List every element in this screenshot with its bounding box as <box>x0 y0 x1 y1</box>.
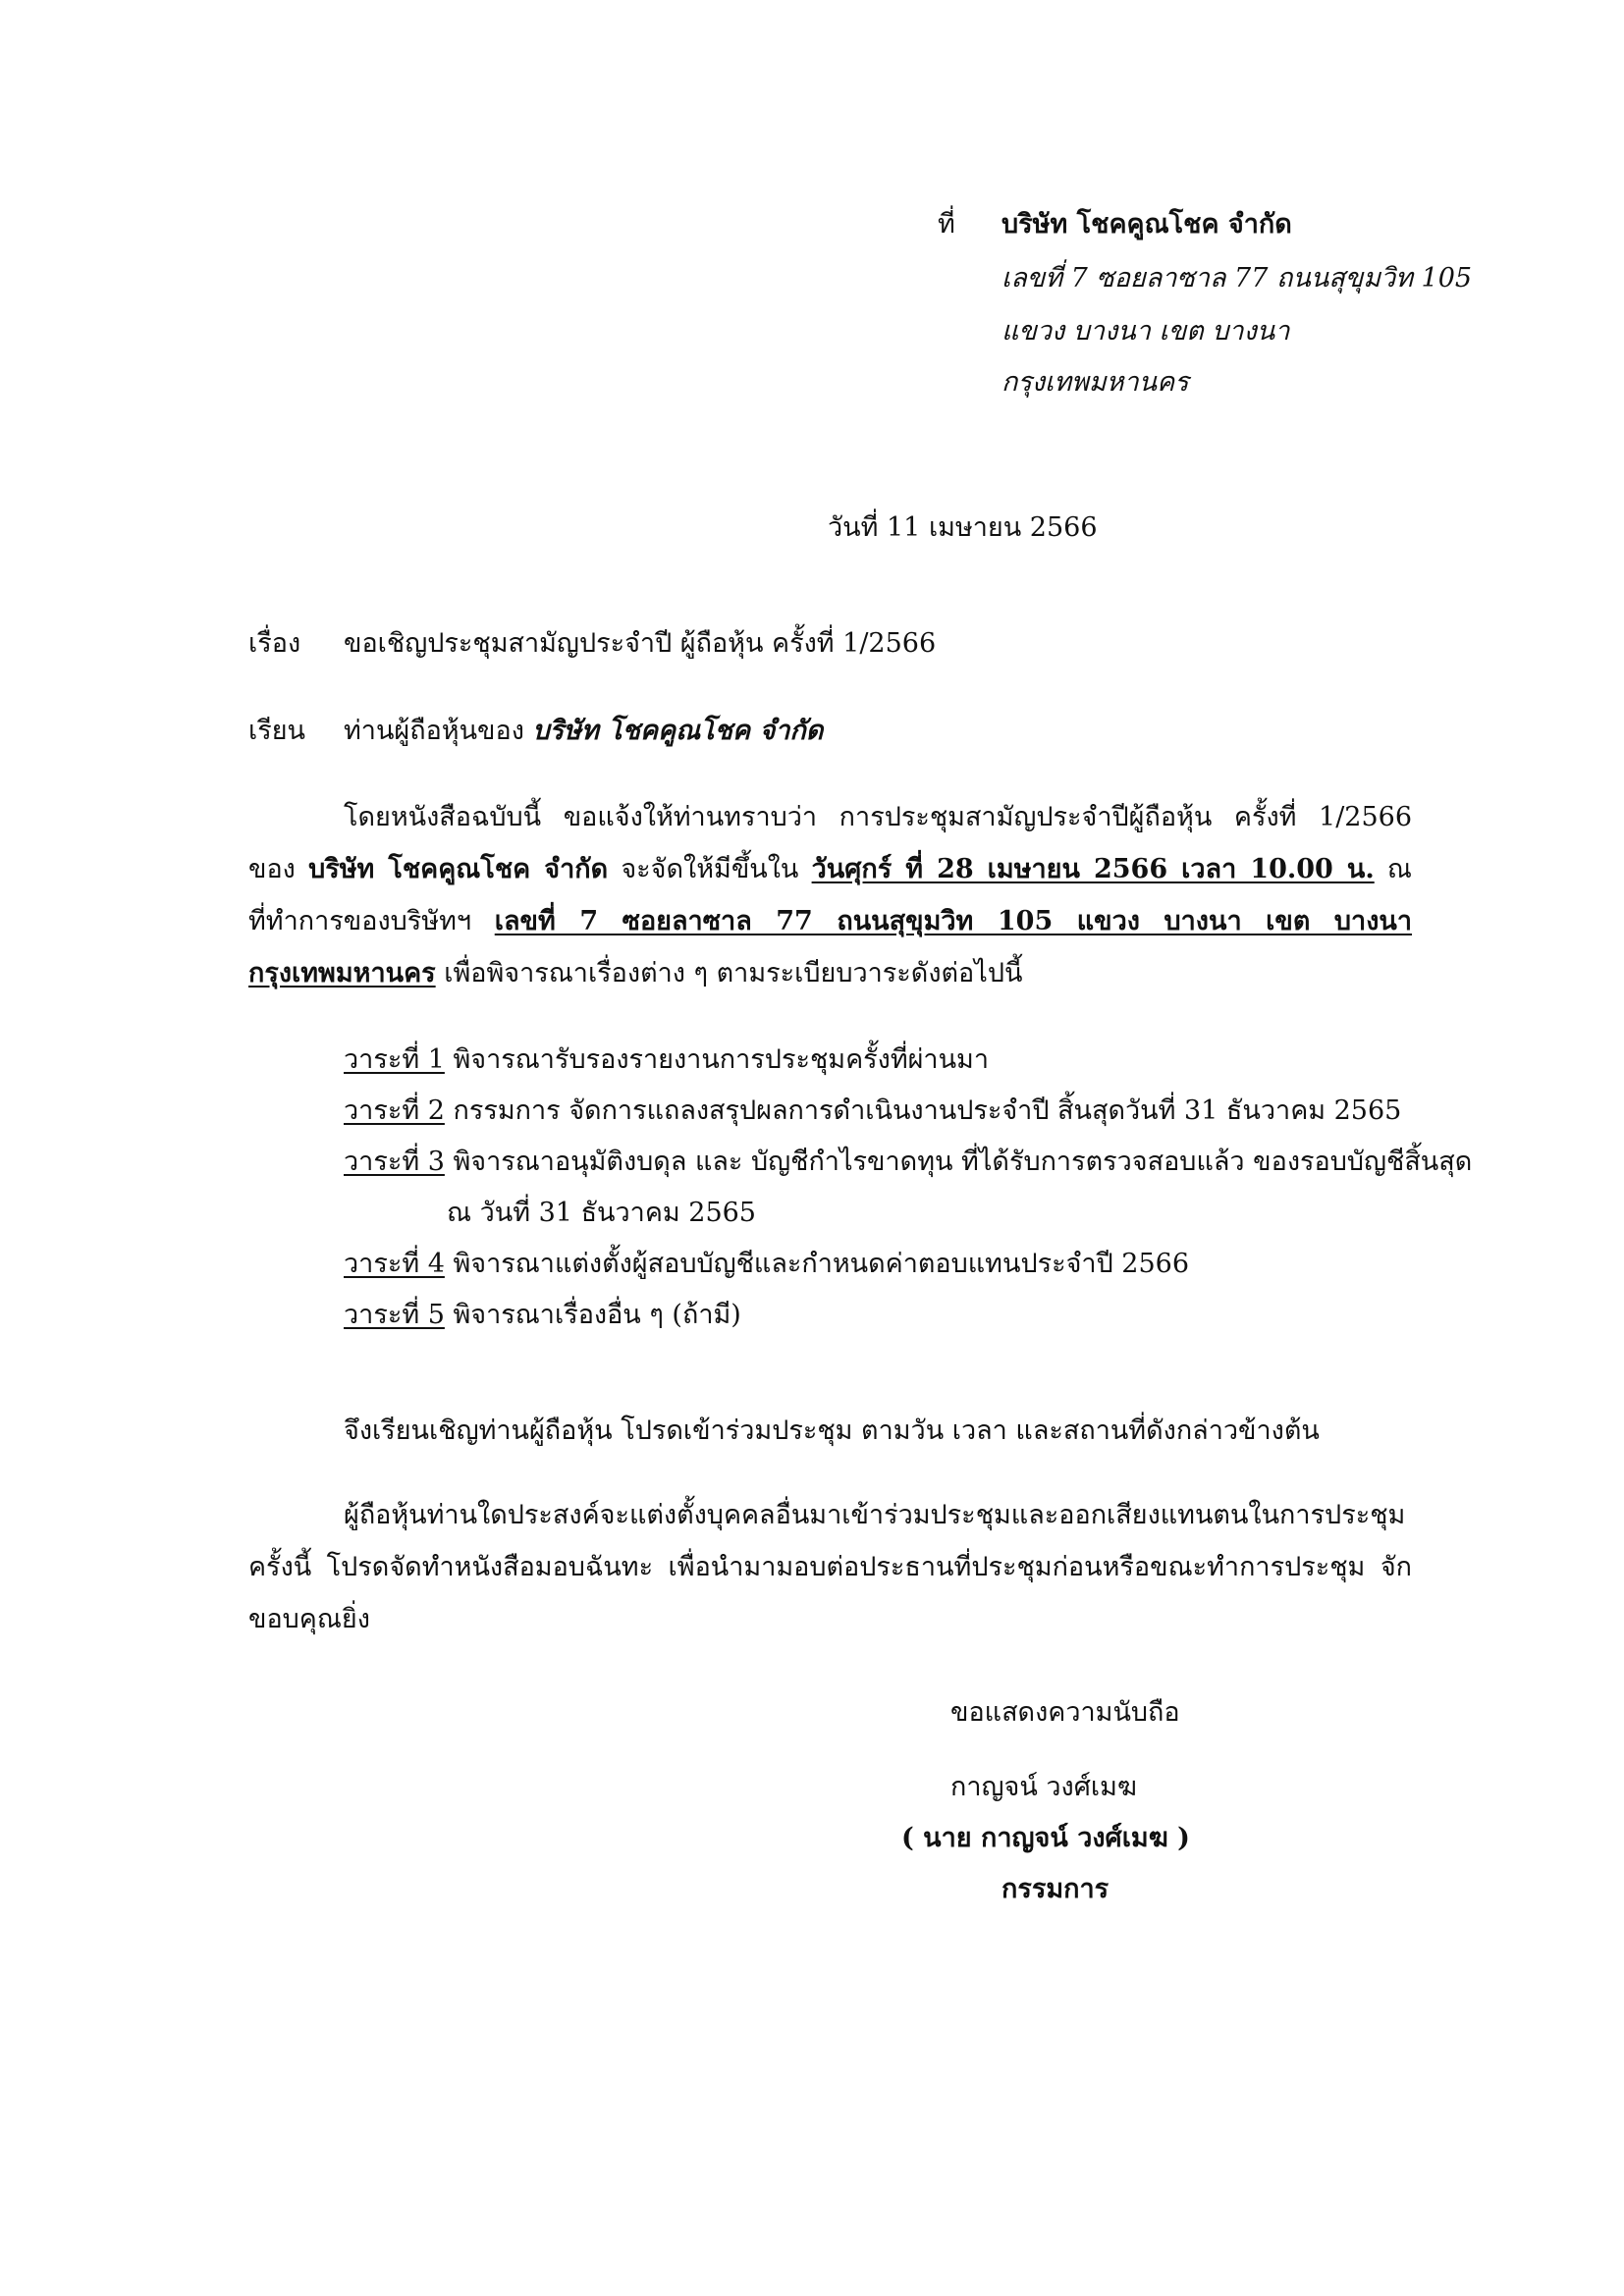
agenda-item <box>344 1094 1401 1129</box>
agenda-text: กรรมการ จัดการแถลงสรุปผลการดำเนินงานประจำปี สิ้นสุดวันที่ 31 ธันวาคม 2565 <box>444 1095 1402 1126</box>
signatory-full-name: ( นาย กาญจน์ วงศ์เมฆ ) <box>901 1823 1190 1853</box>
address-line-2: แขวง บางนา เขต บางนา <box>1001 316 1290 347</box>
body-at: ณ ที่ทำการของบริษัทฯ <box>248 854 1412 936</box>
agenda-text: พิจารณาแต่งตั้งผู้สอบบัญชีและกำหนดค่าตอบแทนประจำปี 2566 <box>444 1249 1189 1279</box>
agenda-item <box>344 1042 989 1078</box>
body-purpose: เพื่อพิจารณาเรื่องต่าง ๆ ตามระเบียบวาระดังต่อไปนี้ <box>435 958 1023 988</box>
body-company: บริษัท โชคคูณโชค จำกัด <box>308 854 609 884</box>
signatory-title: กรรมการ <box>1001 1874 1110 1904</box>
addressee-line <box>344 714 823 749</box>
agenda-label: วาระที่ 4 <box>344 1249 445 1279</box>
closing-regards: ขอแสดงความนับถือ <box>950 1697 1180 1728</box>
agenda-text: พิจารณาอนุมัติงบดุล และ บัญชีกำไรขาดทุน ที่ได้รับการตรวจสอบแล้ว ของรอบบัญชีสิ้นสุด <box>444 1147 1473 1177</box>
company-name: บริษัท โชคคูณโชค จำกัด <box>1001 209 1292 240</box>
letter-date: วันที่ 11 เมษายน 2566 <box>828 512 1098 543</box>
agenda-label: วาระที่ 2 <box>344 1095 445 1126</box>
body-intro: โดยหนังสือฉบับนี้ ขอแจ้งให้ท่านทราบว่า การประชุมสามัญประจำปีผู้ถือหุ้น ครั้งที่ 1/2566 ของ <box>248 802 1412 884</box>
agenda-item <box>344 1247 1189 1282</box>
subject-label: เรื่อง <box>248 628 301 659</box>
addressee-company: บริษัท โชคคูณโชค จำกัด <box>532 716 824 746</box>
body-paragraph <box>248 791 1412 999</box>
agenda-label: วาระที่ 3 <box>344 1147 445 1177</box>
invitation-line: จึงเรียนเชิญท่านผู้ถือหุ้น โปรดเข้าร่วมประชุม ตามวัน เวลา และสถานที่ดังกล่าวข้างต้น <box>344 1415 1320 1446</box>
address-label: ที่ <box>938 209 955 240</box>
proxy-paragraph: ผู้ถือหุ้นท่านใดประสงค์จะแต่งตั้งบุคคลอื่นมาเข้าร่วมประชุมและออกเสียงแทนตนในการประชุมครั้งนี้ โปรดจัดทำหนังสือมอบฉันทะ เพื่อนำมามอบต่อประธานที่ประชุมก่อนหรือขณะทำการประชุม จักขอบคุณยิ่ง <box>248 1500 1412 1634</box>
address-line-3: กรุงเทพมหานคร <box>1001 367 1189 398</box>
agenda-text: พิจารณารับรองรายงานการประชุมครั้งที่ผ่านมา <box>444 1044 990 1075</box>
agenda-item <box>344 1298 741 1333</box>
addressee-text: ท่านผู้ถือหุ้นของ <box>344 716 524 746</box>
body-will-hold: จะจัดให้มีขึ้นใน <box>608 854 812 884</box>
meeting-datetime: วันศุกร์ ที่ 28 เมษายน 2566 เวลา 10.00 น. <box>811 854 1375 884</box>
signature-name: กาญจน์ วงศ์เมฆ <box>950 1772 1137 1802</box>
addressee-label: เรียน <box>248 716 306 746</box>
agenda-text: พิจารณาเรื่องอื่น ๆ (ถ้ามี) <box>444 1300 741 1330</box>
address-line-1: เลขที่ 7 ซอยลาซาล 77 ถนนสุขุมวิท 105 <box>1001 263 1473 294</box>
agenda-item <box>344 1145 1472 1180</box>
agenda-continuation: ณ วันที่ 31 ธันวาคม 2565 <box>447 1198 756 1228</box>
agenda-label: วาระที่ 1 <box>344 1044 445 1075</box>
subject-text: ขอเชิญประชุมสามัญประจำปี ผู้ถือหุ้น ครั้งที่ 1/2566 <box>344 628 937 659</box>
meeting-venue: เลขที่ 7 ซอยลาซาล 77 ถนนสุขุมวิท 105 แขวง บางนา เขต บางนา กรุงเทพมหานคร <box>248 906 1413 988</box>
agenda-label: วาระที่ 5 <box>344 1300 445 1330</box>
